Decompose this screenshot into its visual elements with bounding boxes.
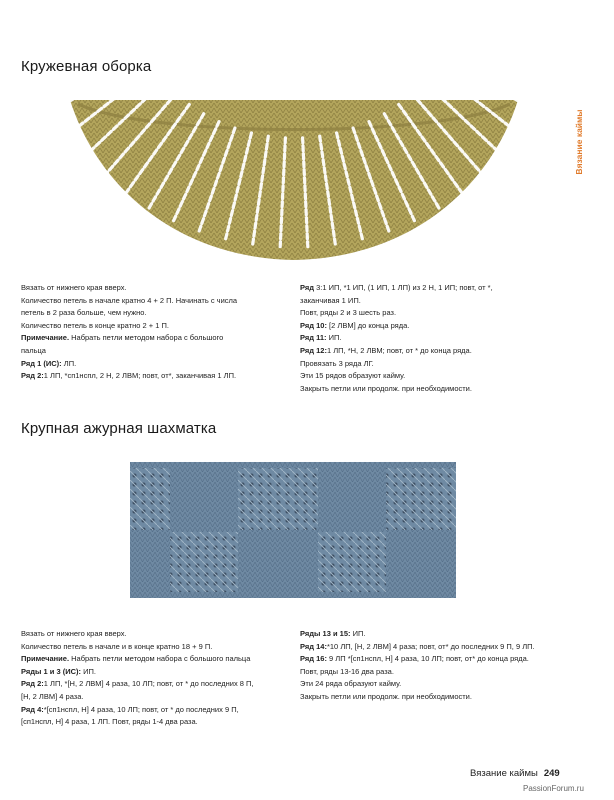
row-line: Ряды 13 и 15: ИП. [300, 629, 366, 638]
row-line: Ряд 12:1 ЛП, *Н, 2 ЛВМ; повт, от * до конца ряда. [300, 345, 472, 355]
note-line: Примечание. Набрать петли методом набора с большого пальца [21, 654, 251, 664]
row-line: Ряд 1 (ИС): ЛП. [21, 358, 77, 368]
text-line: Вязать от нижнего края вверх. [21, 283, 127, 292]
text-line: [Н, 2 ЛВМ] 4 раза. [21, 691, 84, 701]
page-footer [470, 768, 560, 779]
text-line: Количество петель в начале кратно 4 + 2 П. Начинать с числа [21, 295, 238, 305]
section2-right-column [300, 628, 535, 704]
side-tab [572, 108, 586, 176]
section1-right-column [300, 282, 493, 395]
lace-ruffle-photo [70, 98, 518, 263]
lace-checker-swatch-photo [130, 462, 456, 598]
row-line: Ряд 11: ИП. [300, 333, 342, 343]
row-line: Ряд 16: 9 ЛП *[сп1нспл, Н] 4 раза, 10 ЛП; повт, от* до конца ряда. [300, 654, 529, 664]
text-line: Закрыть петли или продолж. при необходимости. [300, 691, 472, 701]
row-line: Ряд 2:1 ЛП, *[Н, 2 ЛВМ] 4 раза, 10 ЛП; повт, от * до последних 8 П, [21, 679, 254, 689]
text-line: Вязать от нижнего края вверх. [21, 629, 127, 638]
row-line: Ряд 4:*[сп1нспл, Н] 4 раза, 10 ЛП; повт, от * до последних 9 П, [21, 704, 239, 714]
footer-title: Вязание каймы [470, 768, 538, 779]
text-line: заканчивая 1 ИП. [300, 295, 361, 305]
row-line: Ряд 14:*10 ЛП, [Н, 2 ЛВМ] 4 раза; повт, от* до последних 9 П, 9 ЛП. [300, 641, 535, 651]
text-line: пальца [21, 345, 46, 355]
section2-left-column [21, 628, 254, 729]
section1-left-column [21, 282, 237, 383]
section-title: Кружевная оборка [21, 58, 152, 75]
page-number: 249 [543, 768, 560, 779]
note-label: Примечание. [21, 333, 70, 343]
text-line: [сп1нспл, Н] 4 раза, 1 ЛП. Повт, ряды 1-4 два раза. [21, 717, 198, 727]
note-line: Примечание. Набрать петли методом набора с большого [21, 333, 224, 343]
text-line: Повт, ряды 13-16 два раза. [300, 666, 394, 676]
row-line: Ряд 3:1 ИП, *1 ИП, (1 ИП, 1 ЛП) из 2 Н, 1 ИП; повт, от *, [300, 283, 493, 292]
text-line: Эти 24 ряда образуют кайму. [300, 679, 402, 689]
row-line: Ряд 10: [2 ЛВМ] до конца ряда. [300, 320, 410, 330]
text-line: Закрыть петли или продолж. при необходимости. [300, 383, 472, 393]
section-title: Крупная ажурная шахматка [21, 420, 217, 437]
text-line: Эти 15 рядов образуют кайму. [300, 371, 406, 381]
text-line: Количество петель в конце кратно 2 + 1 П. [21, 320, 169, 330]
text-line: Провязать 3 ряда ЛГ. [300, 358, 374, 368]
watermark: PassionForum.ru [523, 784, 584, 793]
text-line: петель в 2 раза больше, чем нужно. [21, 308, 147, 318]
side-tab-label: Вязание каймы [574, 109, 584, 175]
row-line: Ряды 1 и 3 (ИС): ИП. [21, 666, 96, 676]
row-line: Ряд 2:1 ЛП, *сп1нспл, 2 Н, 2 ЛВМ; повт, от*, заканчивая 1 ЛП. [21, 371, 237, 381]
text-line: Повт, ряды 2 и 3 шесть раз. [300, 308, 397, 318]
text-line: Количество петель в начале и в конце кратно 18 + 9 П. [21, 641, 213, 651]
